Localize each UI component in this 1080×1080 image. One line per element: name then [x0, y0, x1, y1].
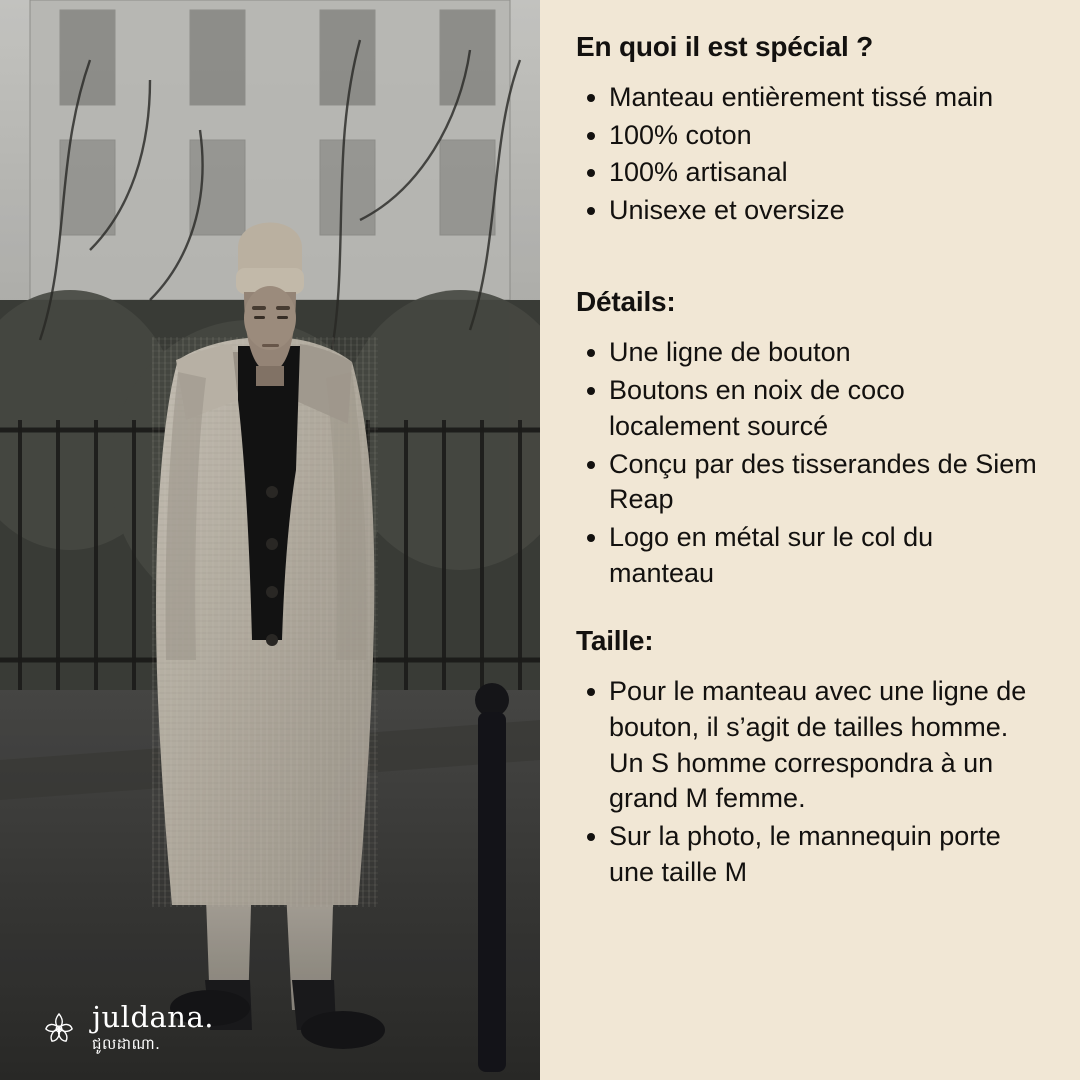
list-item: Logo en métal sur le col du manteau: [576, 520, 1038, 592]
section-heading: Détails:: [576, 286, 676, 318]
list-item: Sur la photo, le mannequin porte une taille M: [576, 819, 1038, 891]
list-item: Manteau entièrement tissé main: [576, 80, 1038, 116]
section-heading: En quoi il est spécial ?: [576, 31, 874, 62]
section-details: [576, 285, 1038, 592]
section-size: [576, 624, 1038, 891]
list-item: Unisexe et oversize: [576, 193, 1038, 229]
spacer: [576, 231, 1038, 285]
section-bullet-list: [576, 674, 1038, 891]
brand-lockup: [38, 1000, 214, 1053]
section-heading: Taille:: [576, 625, 654, 657]
list-item: Boutons en noix de coco localement sourcé: [576, 373, 1038, 445]
list-item: 100% artisanal: [576, 155, 1038, 191]
section-bullet-list: [576, 80, 1038, 230]
lotus-logo-icon: [38, 1007, 80, 1049]
spacer: [576, 594, 1038, 624]
list-item: Pour le manteau avec une ligne de bouton, il s’agit de tailles homme. Un S homme correspondra à un grand M femme.: [576, 674, 1038, 818]
list-item: Conçu par des tisserandes de Siem Reap: [576, 447, 1038, 519]
description-panel: [540, 0, 1080, 1080]
list-item: 100% coton: [576, 118, 1038, 154]
section-bullet-list: [576, 335, 1038, 592]
list-item: Une ligne de bouton: [576, 335, 1038, 371]
brand-name: juldana.: [92, 1000, 214, 1034]
section-special: [576, 30, 1038, 229]
brand-name-khmer: ជូលដាណា.: [92, 1035, 161, 1053]
